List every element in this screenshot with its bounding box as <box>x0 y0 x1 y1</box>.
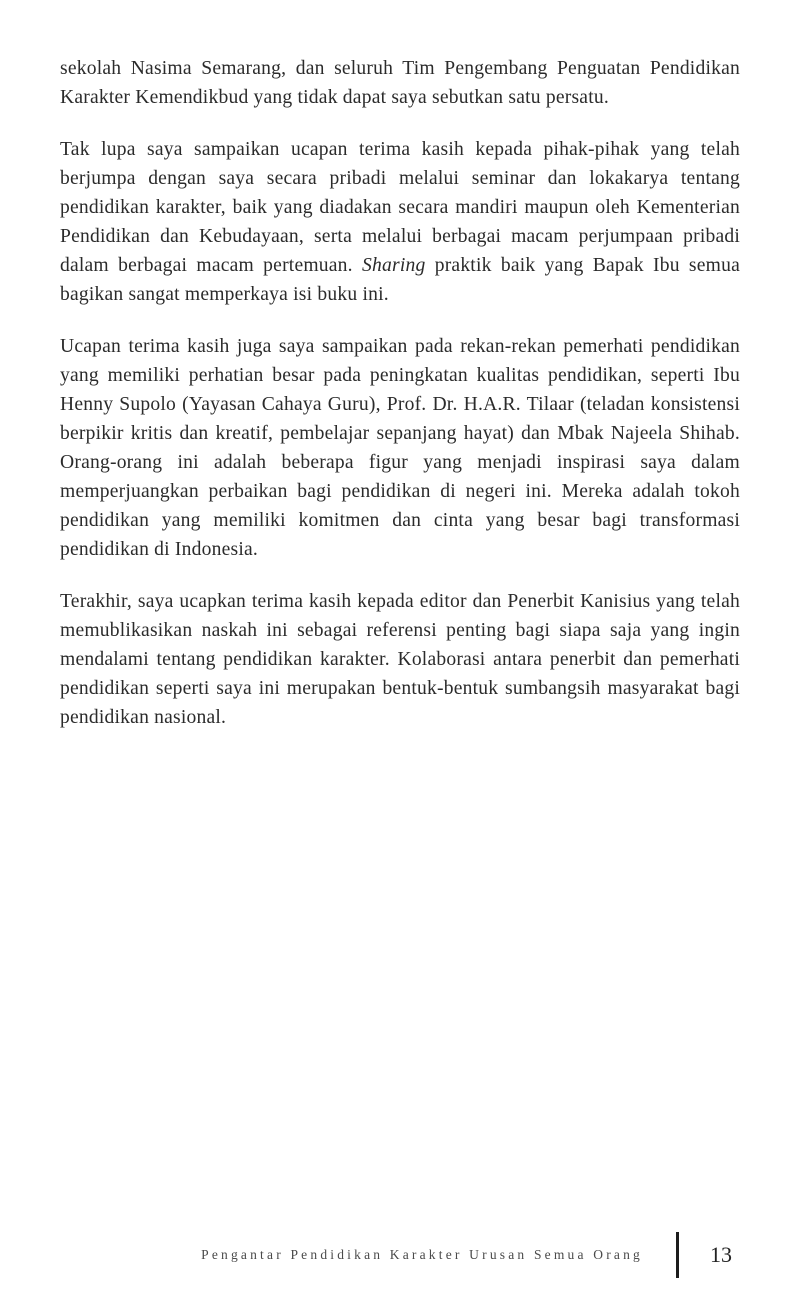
italic-word-sharing: Sharing <box>362 255 426 276</box>
footer-vertical-rule <box>676 1232 679 1278</box>
paragraph-acknowledgement-publisher: Terakhir, saya ucapkan terima kasih kepada editor dan Penerbit Kanisius yang telah memublikasikan naskah ini sebagai referensi penting bagi siapa saja yang ingin mendalami tentang pendidikan karakter. Kolaborasi antara penerbit dan pemerhati pendidikan seperti saya ini merupakan bentuk-bentuk sumbangsih masyarakat bagi pendidikan nasional. <box>60 591 740 728</box>
paragraph-acknowledgement-seminars <box>60 135 740 309</box>
page-footer <box>60 1231 740 1279</box>
paragraph-acknowledgement-colleagues: Ucapan terima kasih juga saya sampaikan pada rekan-rekan pemerhati pendidikan yang memiliki perhatian besar pada peningkatan kualitas pendidikan, seperti Ibu Henny Supolo (Yayasan Cahaya Guru), Prof. Dr. H.A.R. Tilaar (teladan konsistensi berpikir kritis dan kreatif, pembelajar sepanjang hayat) dan Mbak Najeela Shihab. Orang-orang ini adalah beberapa figur yang menjadi inspirasi saya dalam memperjuangkan perbaikan bagi pendidikan di negeri ini. Mereka adalah tokoh pendidikan yang memiliki komitmen dan cinta yang besar bagi transformasi pendidikan di Indonesia. <box>60 336 740 560</box>
footer-running-title: Pengantar Pendidikan Karakter Urusan Semua Orang <box>201 1247 643 1262</box>
paragraph-text-after-italic: praktik baik yang Bapak Ibu semua bagikan sangat memperkaya isi buku ini. <box>60 255 740 305</box>
paragraph-acknowledgement-schools: sekolah Nasima Semarang, dan seluruh Tim Pengembang Penguatan Pendidikan Karakter Kemendikbud yang tidak dapat saya sebutkan satu persatu. <box>60 58 740 108</box>
paragraph-text-before-italic: Tak lupa saya sampaikan ucapan terima kasih kepada pihak-pihak yang telah berjumpa dengan saya secara pribadi melalui seminar dan lokakarya tentang pendidikan karakter, baik yang diadakan secara mandiri maupun oleh Kementerian Pendidikan dan Kebudayaan, serta melalui berbagai macam perjumpaan pribadi dalam berbagai macam pertemuan. <box>60 139 740 276</box>
page-number: 13 <box>710 1242 732 1267</box>
page-body-text <box>60 54 740 755</box>
